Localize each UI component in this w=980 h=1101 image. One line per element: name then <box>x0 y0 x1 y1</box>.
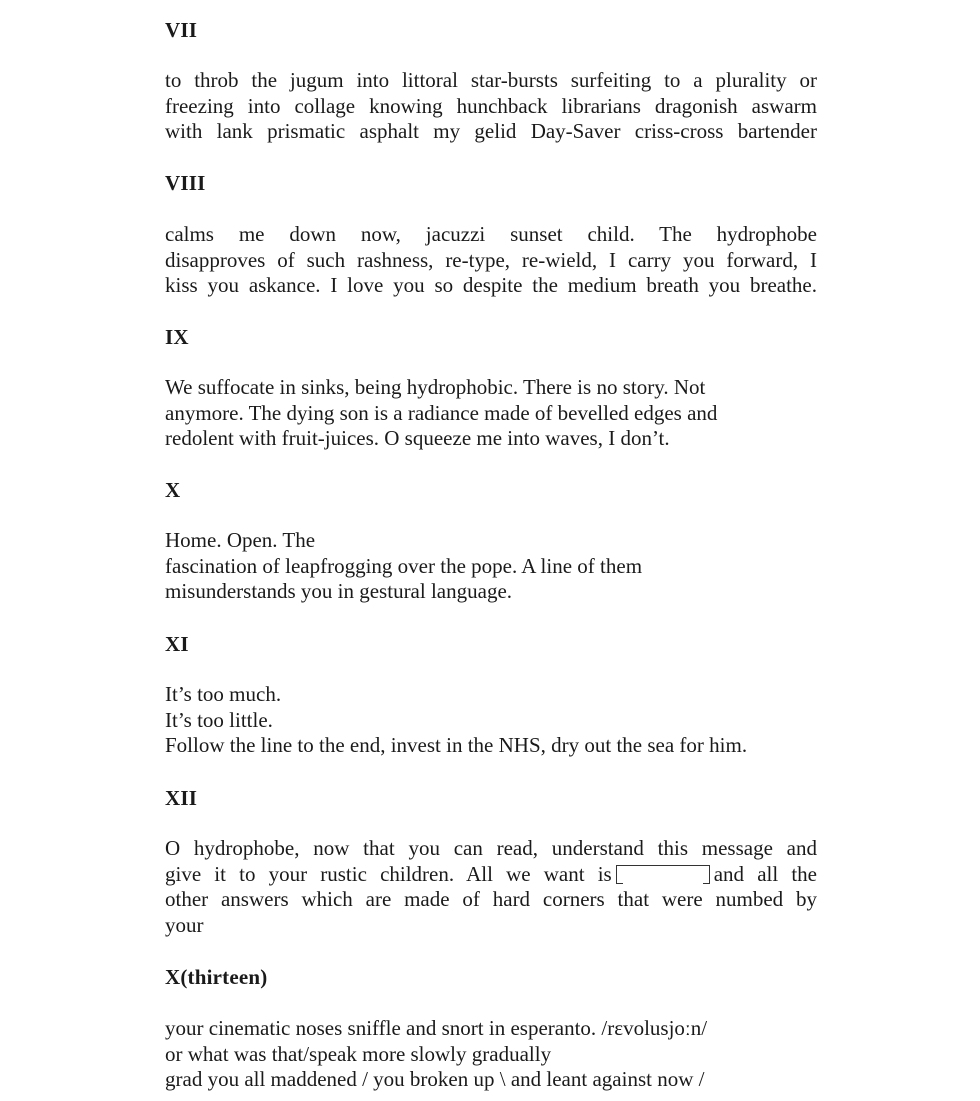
poem-line: We suffocate in sinks, being hydrophobic. There is no story. Not <box>165 375 706 399</box>
section-heading: XII <box>165 786 198 810</box>
poem-line: freezing into collage knowing hunchback librarians dragonish aswarm <box>165 93 817 118</box>
section-heading: IX <box>165 325 189 349</box>
stanza-ix <box>165 375 817 452</box>
poem-line: It’s too little. <box>165 707 273 732</box>
blank-bracket <box>616 865 710 884</box>
section-viii <box>165 170 817 196</box>
section-x-thirteen <box>165 964 817 990</box>
poem-line: It’s too much. <box>165 682 282 706</box>
poem-line-part: and all the <box>713 861 817 886</box>
poem-line: calms me down now, jacuzzi sunset child. The hydrophobe <box>165 222 817 246</box>
section-vii <box>165 17 817 43</box>
poem-line: other answers which are made of hard corners that were numbed by <box>165 887 817 912</box>
section-ix <box>165 324 817 350</box>
stanza-xii <box>165 836 817 939</box>
poem-line: disapproves of such rashness, re-type, re-wield, I carry you forward, I <box>165 247 817 272</box>
poem-line: Home. Open. The <box>165 528 316 552</box>
section-heading: VII <box>165 18 198 42</box>
poem-line <box>165 862 817 888</box>
section-heading: XI <box>165 632 189 656</box>
poem-line: kiss you askance. I love you so despite the medium breath you breathe. <box>165 273 817 298</box>
section-heading: VIII <box>165 171 206 195</box>
stanza-viii <box>165 222 817 299</box>
poem-line: your cinematic noses sniffle and snort in esperanto. /rɛvolusjoːn/ <box>165 1016 708 1040</box>
stanza-x <box>165 528 817 605</box>
section-x <box>165 477 817 503</box>
poem-line: Follow the line to the end, invest in the NHS, dry out the sea for him. <box>165 733 748 758</box>
poem-line: your <box>165 913 204 938</box>
poem-line: O hydrophobe, now that you can read, understand this message and <box>165 836 817 860</box>
poem-line: grad you all maddened / you broken up \ and leant against now / <box>165 1067 705 1092</box>
section-xi <box>165 631 817 657</box>
section-heading: X <box>165 478 181 502</box>
poem-line-part: give it to your rustic children. All we want is <box>165 861 612 886</box>
stanza-vii <box>165 68 817 145</box>
section-xii <box>165 785 817 811</box>
poem-line: to throb the jugum into littoral star-bursts surfeiting to a plurality or <box>165 68 817 92</box>
poem-line: redolent with fruit-juices. O squeeze me into waves, I don’t. <box>165 426 670 451</box>
stanza-x-thirteen <box>165 1016 817 1093</box>
stanza-xi <box>165 682 817 759</box>
poem-line: fascination of leapfrogging over the pope. A line of them <box>165 553 643 578</box>
poem-line: misunderstands you in gestural language. <box>165 579 513 604</box>
poem-line: or what was that/speak more slowly gradually <box>165 1041 552 1066</box>
section-heading: X(thirteen) <box>165 965 268 989</box>
poem-line: with lank prismatic asphalt my gelid Day-Saver criss-cross bartender <box>165 119 817 144</box>
poem-line: anymore. The dying son is a radiance made of bevelled edges and <box>165 400 718 425</box>
